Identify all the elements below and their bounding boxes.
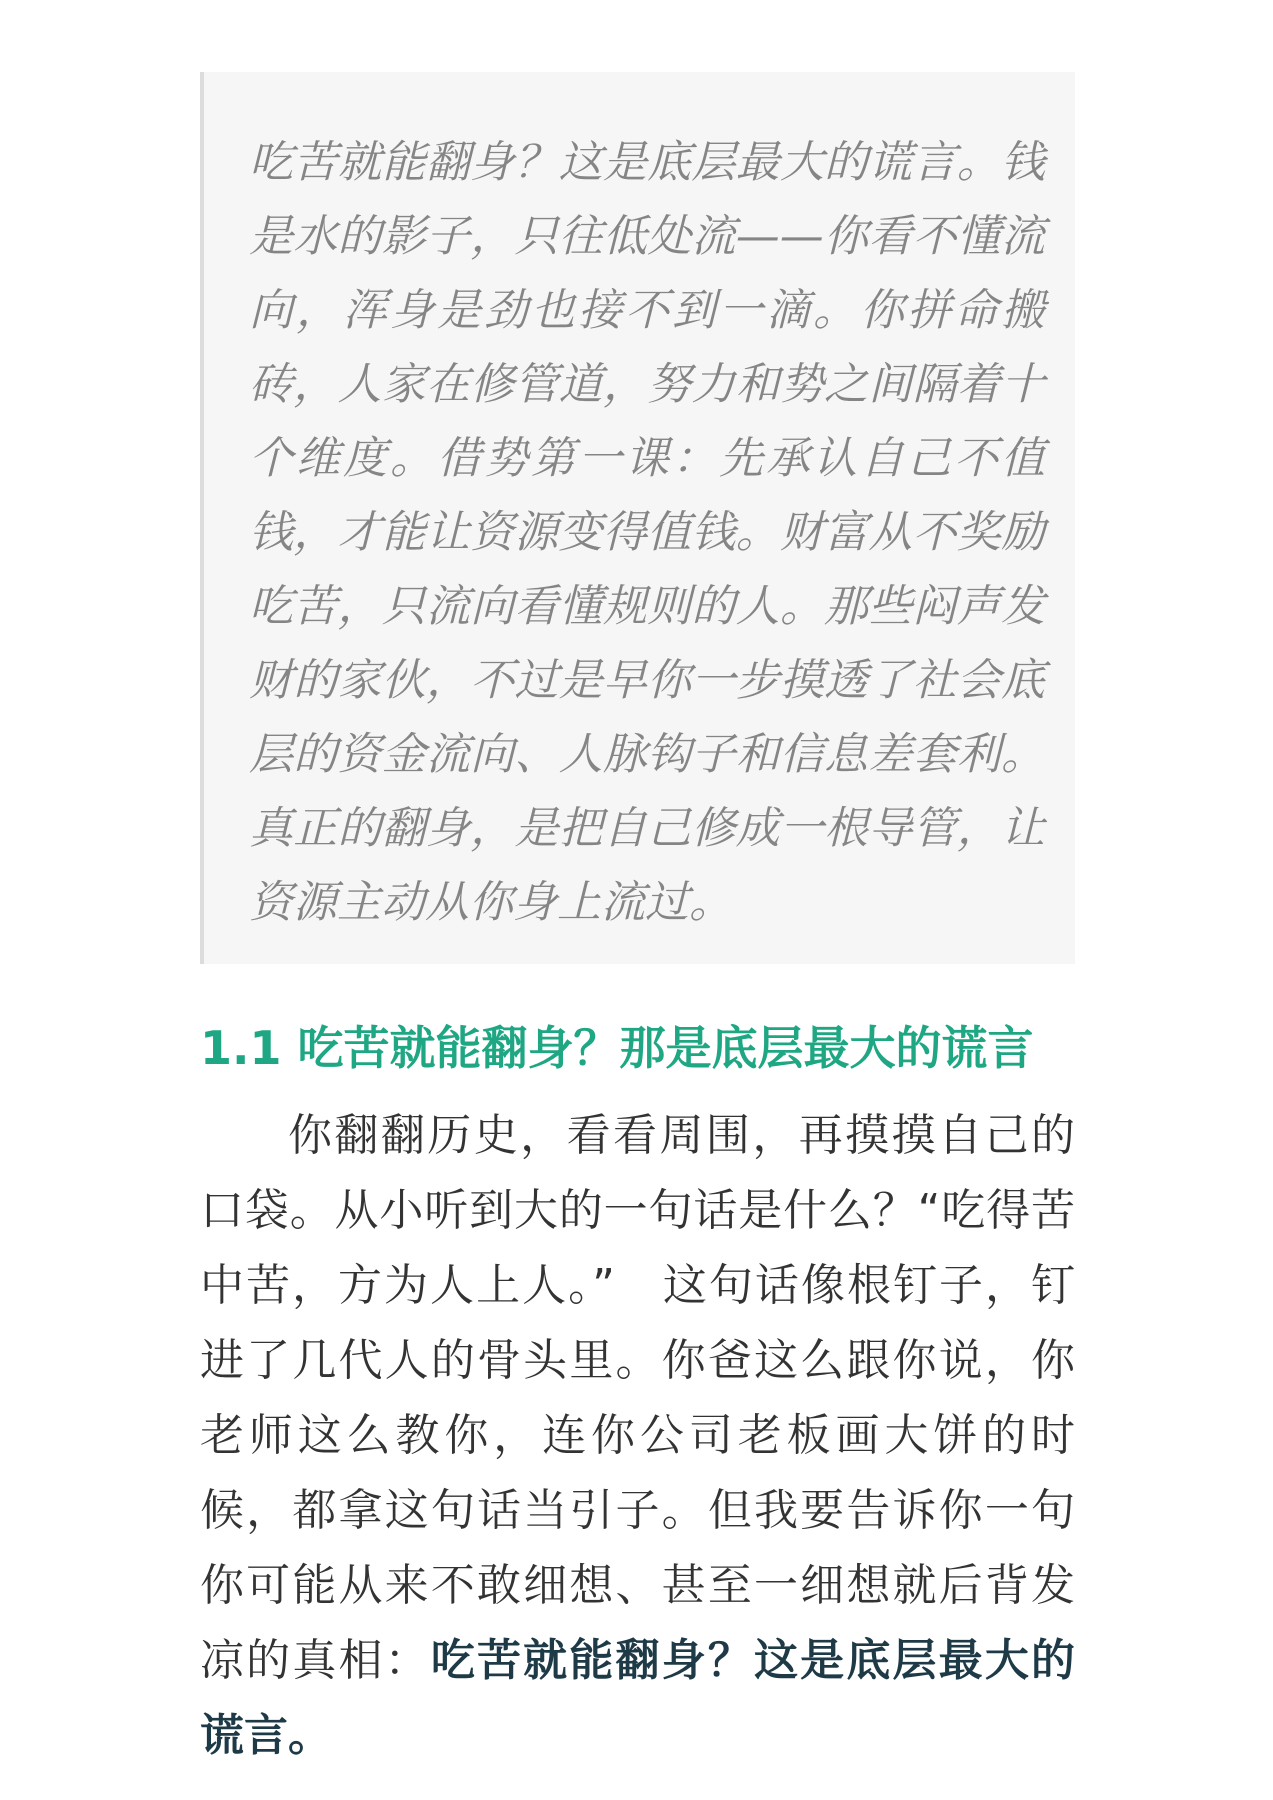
article — [200, 72, 1075, 1773]
section-heading: 1.1 吃苦就能翻身？那是底层最大的谎言 — [200, 1021, 1034, 1075]
blockquote — [200, 72, 1075, 964]
emphasis-text: 吃苦就能翻身？这是底层最大的谎言。 — [200, 1635, 1076, 1761]
quote-text: 吃苦就能翻身？这是底层最大的谎言。钱是水的影子，只往低处流——你看不懂流向，浑身是劲也接不到一滴。你拼命搬砖，人家在修管道，努力和势之间隔着十个维度。借势第一课：先承认自己不值钱，才能让资源变得值钱。财富从不奖励吃苦，只流向看懂规则的人。那些闷声发财的家伙，不过是早你一步摸透了社会底层的资金流向、人脉钩子和信息差套利。真正的翻身，是把自己修成一根导管，让资源主动从你身上流过。 — [249, 137, 1045, 928]
body-paragraph — [200, 1098, 1075, 1773]
body-text: 你翻翻历史，看看周围，再摸摸自己的口袋。从小听到大的一句话是什么？“吃得苦中苦，方为人上人。” 这句话像根钉子，钉进了几代人的骨头里。你爸这么跟你说，你老师这么教你，连你公司老板画大饼的时候，都拿这句话当引子。但我要告诉你一句你可能从来不敢细想、甚至一细想就后背发凉的真相： — [200, 1110, 1075, 1686]
